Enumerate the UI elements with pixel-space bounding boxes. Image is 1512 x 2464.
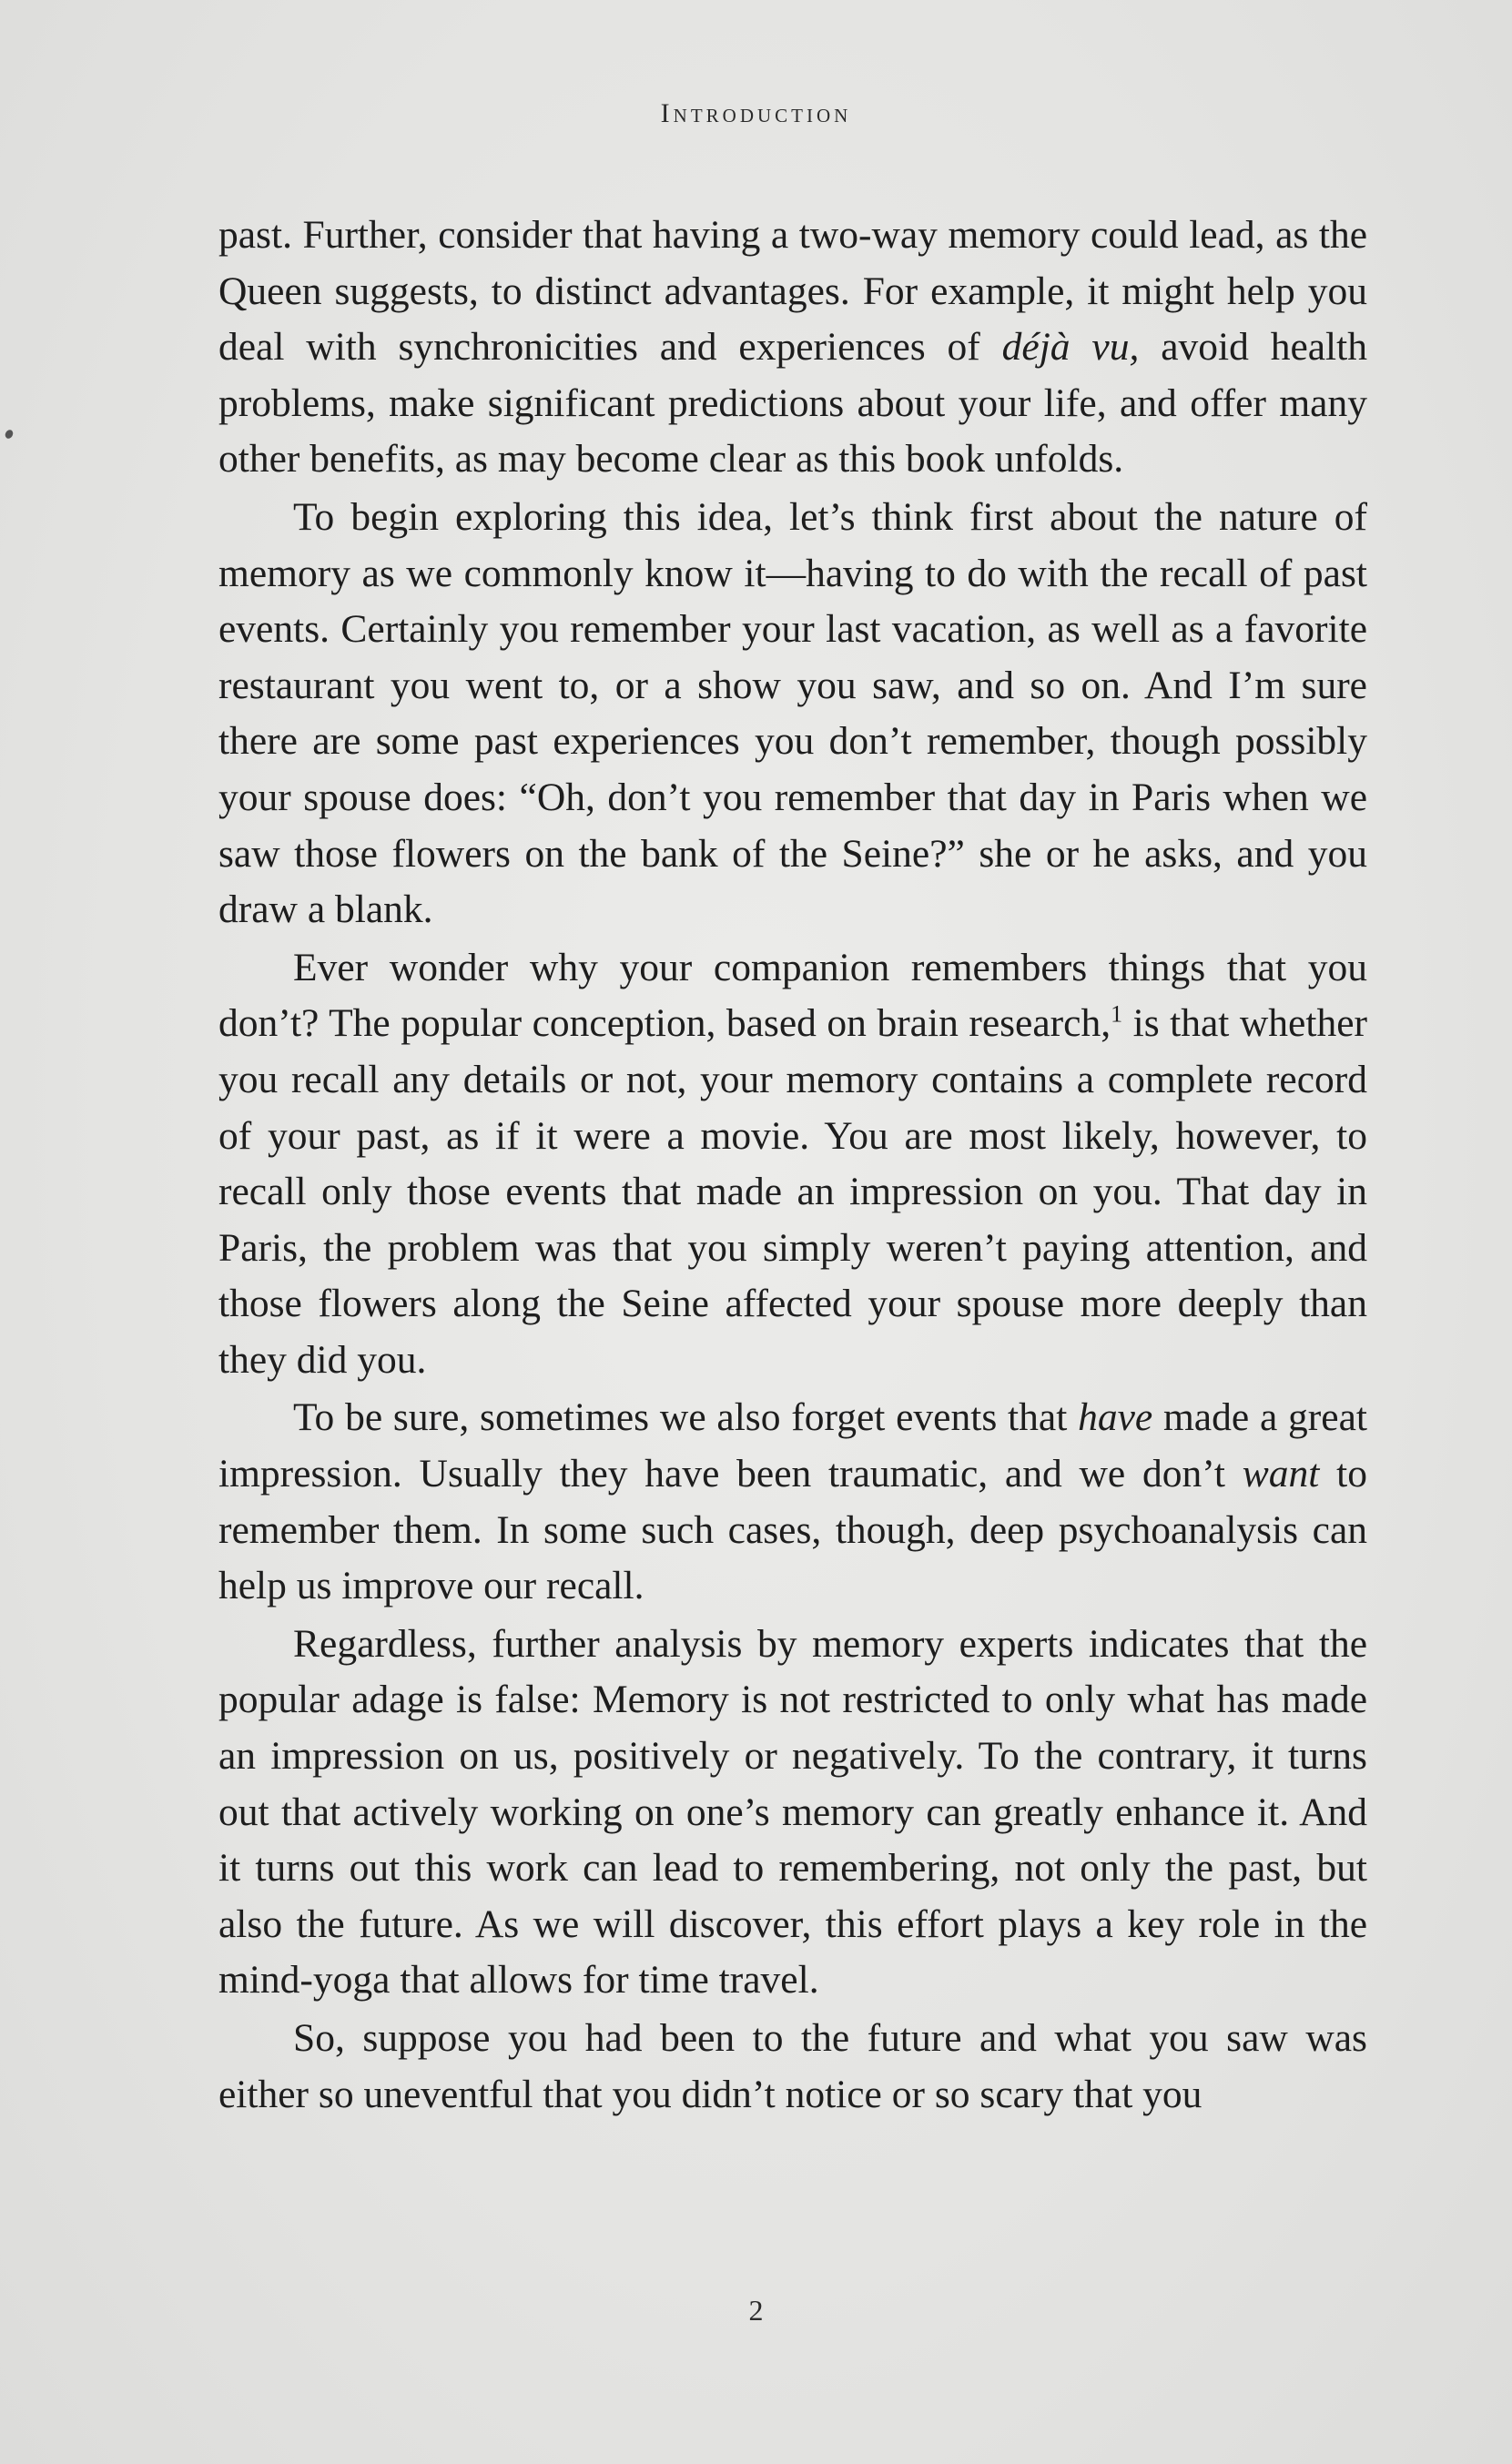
- paragraph-text: To be sure, sometimes we also forget events that: [293, 1395, 1079, 1440]
- paragraph: [218, 2011, 1367, 2123]
- italic-text: déjà vu,: [1001, 325, 1140, 370]
- footnote-marker: 1: [1111, 1000, 1123, 1028]
- paragraph-text: Regardless, further analysis by memory experts indicates that the popular adage is false: Memory is not restricted to only what has made an impression on us, positively or negatively. To the contrary, it turns out that actively working on one’s memory can greatly enhance it. And it turns out this work can lead to remembering, not only the past, but also the future. As we will discover, this effort plays a key role in the mind-yoga that allows for time travel.: [218, 1621, 1367, 2003]
- paragraph: [218, 490, 1367, 938]
- paragraph-text: avoid health problems, make significant predictions about your life, and offer many other benefits, as may become clear as this book unfolds.: [218, 325, 1367, 482]
- italic-text: want: [1242, 1452, 1320, 1496]
- paragraph-text: past. Further, consider that having a two-way memory could lead, as the Queen suggests, to distinct advantages. For example, it might help you deal with synchronicities and experiences of: [218, 213, 1367, 370]
- page-number: 2: [748, 2294, 764, 2327]
- paragraph: [218, 1617, 1367, 2009]
- scan-speck-mark: [4, 429, 15, 441]
- paragraph-text: to remember them. In some such cases, though, deep psychoanalysis can help us improve our recall.: [218, 1452, 1367, 1608]
- paragraph-text: To begin exploring this idea, let’s think first about the nature of memory as we commonly know it—having to do with the recall of past events. Certainly you remember your last vacation, as well as a favorite restaurant you went to, or a show you saw, and so on. And I’m sure there are some past experiences you don’t remember, though possibly your spouse does: “Oh, don’t you remember that day in Paris when we saw those flowers on the bank of the Seine?” she or he asks, and you draw a blank.: [218, 494, 1367, 932]
- paragraph-text: is that whether you recall any details or not, your memory contains a complete record of your past, as if it were a movie. You are most likely, however, to recall only those events that made an impression on you. That day in Paris, the problem was that you simply weren’t paying attention, and those flowers along the Seine affected your spouse more deeply than they did you.: [218, 1001, 1367, 1382]
- paragraph: [218, 940, 1367, 1389]
- paragraph-text: Ever wonder why your companion remembers things that you don’t? The popular conception, based on brain research,: [218, 945, 1367, 1046]
- running-head: Introduction: [660, 98, 852, 128]
- paragraph-text: So, suppose you had been to the future and what you saw was either so uneventful that you didn’t notice or so scary that you: [218, 2016, 1367, 2116]
- paragraph: [218, 1390, 1367, 1614]
- body-text: [218, 208, 1367, 2123]
- paragraph-text: made a great impression. Usually they have been traumatic, and we don’t: [218, 1395, 1367, 1496]
- paragraph: [218, 208, 1367, 488]
- italic-text: have: [1078, 1395, 1153, 1440]
